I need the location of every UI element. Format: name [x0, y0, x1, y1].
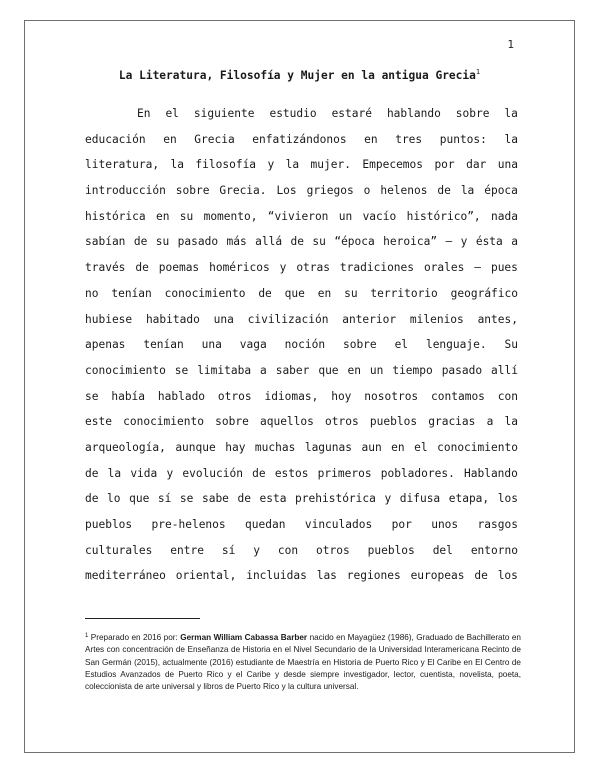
page-number: 1 [507, 38, 514, 51]
footnote-author: German William Cabassa Barber [180, 633, 308, 642]
body-line: través de poemas homéricos y otras tradiciones orales — pues [85, 261, 518, 275]
footnote [85, 630, 521, 693]
body-line: sabían de su pasado más allá de su “época heroica” — y ésta a [85, 235, 518, 249]
body-line: introducción sobre Grecia. Los griegos o helenos de la época [85, 184, 518, 198]
footnote-prefix: Preparado en 2016 por: [90, 633, 178, 642]
footnote-separator [85, 618, 200, 619]
document-title [25, 68, 574, 82]
body-line: conocimiento se limitaba a saber que en un tiempo pasado allí [85, 363, 518, 377]
body-line: este conocimiento sobre aquellos otros pueblos gracias a la [85, 415, 518, 429]
body-line: apenas tenían una vaga noción sobre el lenguaje. Su [85, 338, 518, 352]
body-line: histórica en su momento, “vivieron un vacío histórico”, nada [85, 209, 518, 223]
body-text [85, 101, 518, 589]
body-line: literatura, la filosofía y la mujer. Empecemos por dar una [85, 158, 518, 172]
body-line: de la vida y evolución de estos primeros pobladores. Hablando [85, 466, 518, 480]
body-line: hubiese habitado una civilización anterior milenios antes, [85, 312, 518, 326]
body-line: de lo que sí se sabe de esta prehistórica y difusa etapa, los [85, 492, 518, 506]
title-footnote-ref[interactable]: 1 [475, 68, 481, 76]
body-line: se había hablado otros idiomas, hoy nosotros contamos con [85, 389, 518, 403]
body-line: pueblos pre-helenos quedan vinculados por unos rasgos [85, 518, 518, 531]
body-line: mediterráneo oriental, incluidas las regiones europeas de los [85, 569, 518, 583]
body-line: arqueología, aunque hay muchas lagunas aun en el conocimiento [85, 440, 518, 454]
body-line: En el siguiente estudio estaré hablando sobre la [137, 107, 518, 120]
title-text: La Literatura, Filosofía y Mujer en la antigua Grecia [118, 69, 476, 82]
body-line: educación en Grecia enfatizándonos en tres puntos: la [85, 132, 518, 146]
body-line: no tenían conocimiento de que en su territorio geográfico [85, 286, 518, 300]
footnote-marker: 1 [85, 633, 89, 639]
document-page [24, 20, 575, 753]
body-line: culturales entre sí y con otros pueblos del entorno [85, 543, 518, 557]
footnote-text: nacido en Mayagüez (1986), Graduado de Bachillerato en Artes con concentración de Enseñanza de Historia en el Nivel Secundario de la Universidad Interamericana Recinto de San Germán (2015), actualmente (2016) estudiante de Maestría en Historia de Puerto Rico y El Caribe en El Centro de Estudios Avanzados de Puerto Rico y el Caribe y desde siempre investigador, lector, cuentista, novelista, poeta, coleccionista de arte universal y libros de Puerto Rico y la cultura universal. [85, 633, 521, 692]
